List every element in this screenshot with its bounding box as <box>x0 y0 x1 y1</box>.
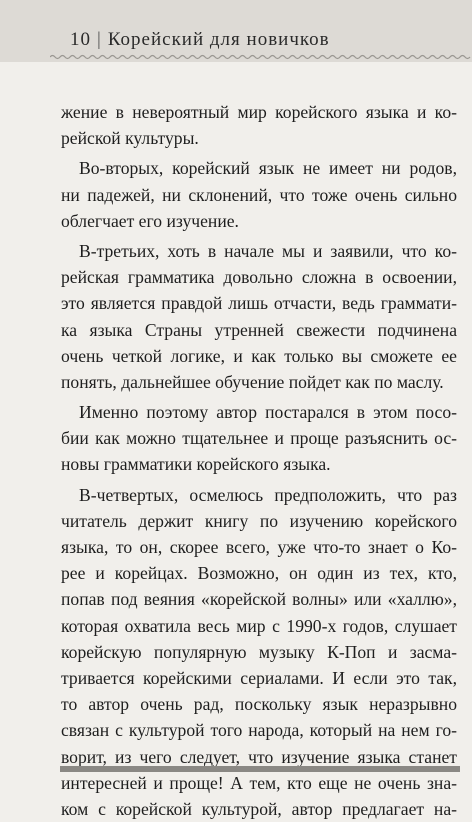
body-text <box>61 99 457 822</box>
text-line: ка языка Страны утренней свежести подчинена <box>61 319 457 340</box>
text-line: читатель держит книгу по изучению корейского <box>61 510 457 531</box>
header-separator: | <box>97 29 102 50</box>
text-line: которая охватила весь мир с 1990-х годов, слушает <box>61 615 457 636</box>
text-line: тривается корейскими сериалами. И если это так, <box>61 667 457 688</box>
text-line: интересней и проще! А тем, кто еще не очень зна- <box>61 772 457 793</box>
text-line: жение в невероятный мир корейского языка и ко- <box>61 102 457 122</box>
header-wave-border <box>50 54 472 60</box>
text-line: Во-вторых, корейский язык не имеет ни родов, <box>79 158 457 179</box>
text-line: В-четвертых, осмелюсь предположить, что раз <box>79 484 457 505</box>
text-line: рейской культуры. <box>61 128 199 149</box>
header-text <box>70 29 330 51</box>
running-header <box>0 0 472 62</box>
text-line: понять, дальнейшее обучение пойдет как по маслу. <box>61 371 444 392</box>
text-line: ни падежей, ни склонений, что тоже очень сильно <box>61 184 457 205</box>
text-line: ком с корейской культурой, автор предлагает на- <box>61 798 457 819</box>
text-line: это является правдой лишь отчасти, ведь граммати- <box>61 293 457 314</box>
text-line: Именно поэтому автор постарался в этом посо- <box>79 402 457 423</box>
text-line: В-третьих, хоть в начале мы и заявили, что ко- <box>79 240 457 261</box>
text-line: очень четкой логике, и как только вы сможете ее <box>61 345 457 366</box>
page-number: 10 <box>70 29 91 50</box>
text-line: рейская грамматика довольно сложна в освоении, <box>61 267 457 288</box>
text-line: бии как можно тщательнее и проще разъяснить ос- <box>61 428 457 449</box>
text-line: связан с культурой того народа, который на нем го- <box>61 720 457 741</box>
book-title: Корейский для новичков <box>107 29 330 50</box>
text-line: корейскую популярную музыку К-Поп и засма- <box>61 641 457 662</box>
text-line: языка, то он, скорее всего, уже что-то знает о Ко- <box>61 537 457 557</box>
text-line: новы грамматики корейского языка. <box>61 454 331 475</box>
text-line: облегчает его изучение. <box>61 210 239 231</box>
footer-rule <box>60 766 460 772</box>
text-line: рее и корейцах. Возможно, он один из тех, кто, <box>61 563 457 584</box>
text-line: то автор очень рад, поскольку язык неразрывно <box>61 694 457 715</box>
text-line: попав под веяния «корейской волны» или «халлю», <box>61 589 457 610</box>
text-line: ворит, из чего следует, что изучение языка станет <box>61 746 457 767</box>
